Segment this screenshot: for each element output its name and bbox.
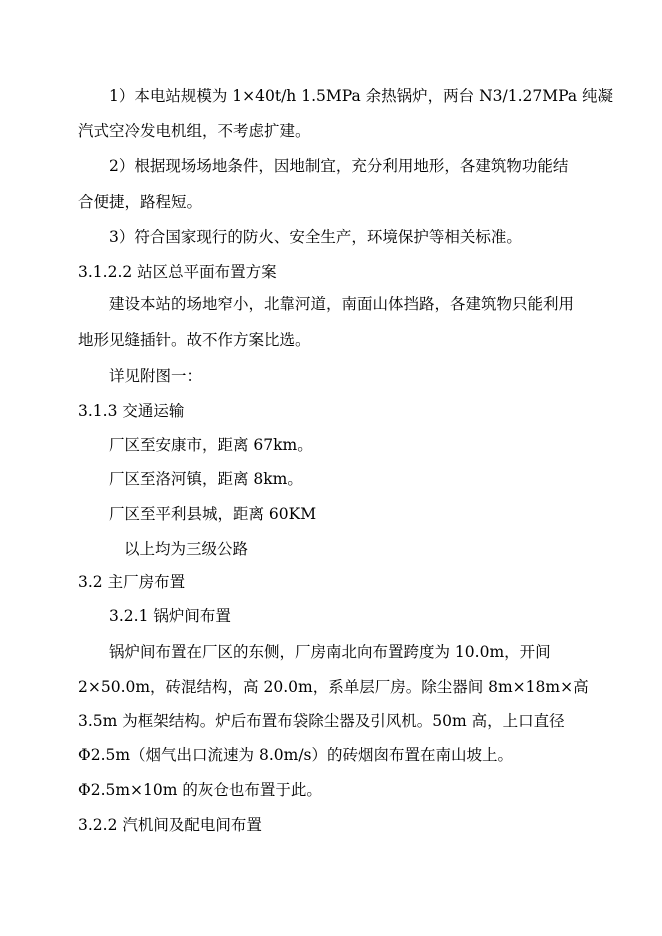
paragraph-line: 汽式空冷发电机组，不考虑扩建。 — [78, 122, 311, 140]
paragraph-line: 以上均为三级公路 — [124, 540, 249, 558]
section-heading: 3.2 主厂房布置 — [78, 573, 186, 591]
paragraph-line: 1）本电站规模为 1×40t/h 1.5MPa 余热锅炉，两台 N3/1.27MPa 纯凝 — [109, 87, 614, 105]
paragraph-line: 详见附图一： — [109, 367, 203, 385]
paragraph-line: 建设本站的场地窄小，北靠河道，南面山体挡路，各建筑物只能利用 — [109, 295, 575, 313]
paragraph-line: 合便捷，路程短。 — [78, 193, 203, 211]
paragraph-line: 2×50.0m，砖混结构，高 20.0m，系单层厂房。除尘器间 8m×18m×高 — [78, 678, 589, 696]
paragraph-line: 2）根据现场场地条件，因地制宜，充分利用地形，各建筑物功能结 — [109, 157, 569, 175]
subsection-heading: 3.2.1 锅炉间布置 — [109, 607, 231, 625]
paragraph-line: 地形见缝插针。故不作方案比选。 — [78, 331, 311, 349]
paragraph-line: 厂区至平利县城，距离 60KM — [109, 505, 317, 523]
paragraph-line: 锅炉间布置在厂区的东侧，厂房南北向布置跨度为 10.0m，开间 — [109, 643, 551, 661]
paragraph-line: 3.5m 为框架结构。炉后布置布袋除尘器及引风机。50m 高，上口直径 — [78, 712, 565, 730]
section-heading: 3.1.2.2 站区总平面布置方案 — [78, 263, 277, 281]
section-heading: 3.1.3 交通运输 — [78, 402, 185, 420]
paragraph-line: Φ2.5m（烟气出口流速为 8.0m/s）的砖烟囱布置在南山坡上。 — [78, 746, 514, 764]
paragraph-line: Φ2.5m×10m 的灰仓也布置于此。 — [78, 781, 322, 799]
paragraph-line: 3）符合国家现行的防火、安全生产，环境保护等相关标准。 — [109, 228, 522, 246]
paragraph-line: 厂区至安康市，距离 67km。 — [109, 436, 313, 454]
subsection-heading: 3.2.2 汽机间及配电间布置 — [78, 816, 262, 834]
paragraph-line: 厂区至洛河镇，距离 8km。 — [109, 470, 303, 488]
